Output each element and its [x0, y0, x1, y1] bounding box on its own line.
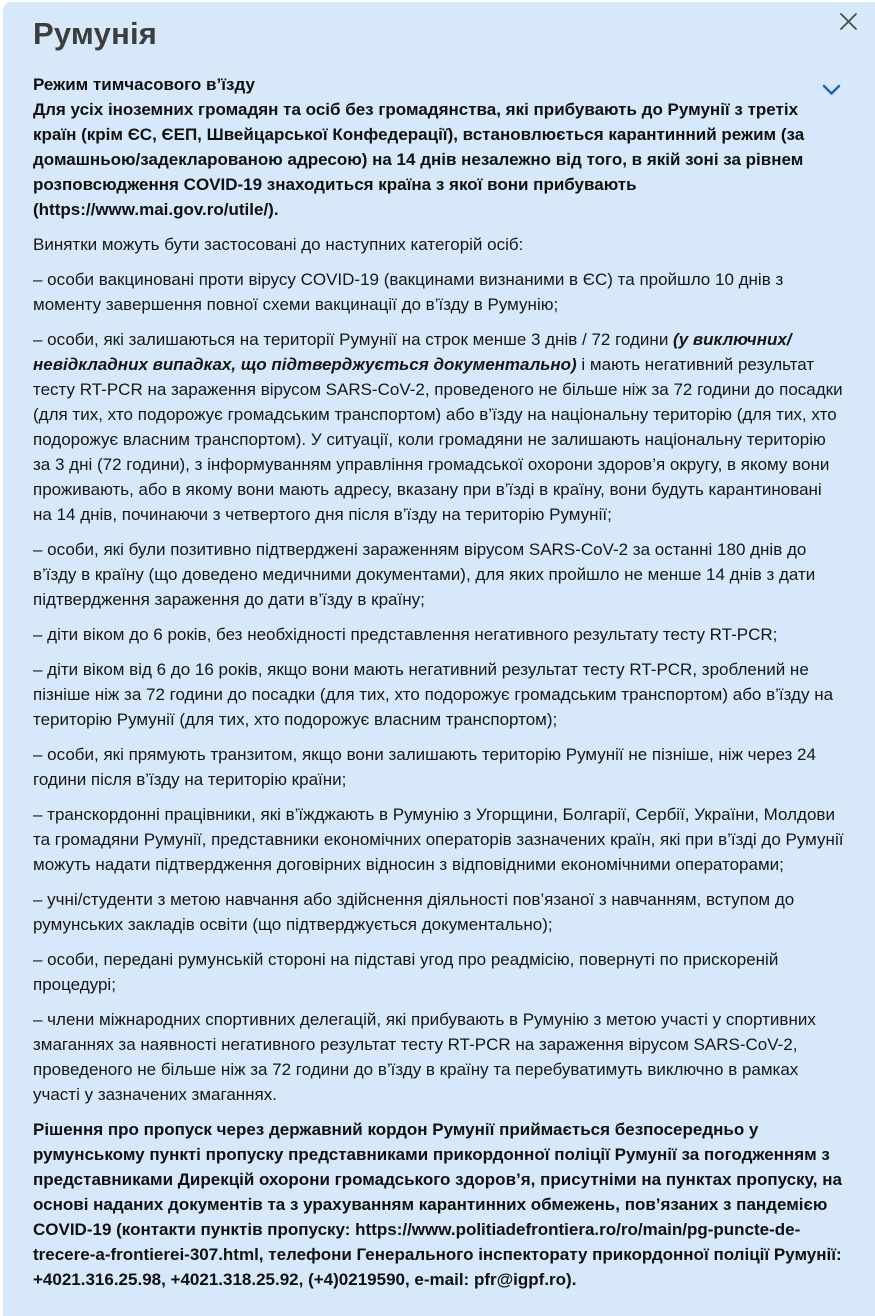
- close-icon: [839, 19, 858, 34]
- bullet-item: [33, 537, 845, 612]
- section-heading: Режим тимчасового в’їзду: [33, 75, 255, 94]
- bullet-item: [33, 622, 845, 647]
- bullet-text: – транскордонні працівники, які в’їжджають в Румунію з Угорщини, Болгарії, Сербії, України, Молдови та громадяни Румунії, представники економічних операторів зазначених країн, які при в’їзді до Румунії можуть надати підтвердження договірних відносин з відповідними економічними операторами;: [33, 805, 844, 874]
- bullet-text: і мають негативний результат тесту RT-PCR на зараження вірусом SARS-CoV-2, проведеного не більше ніж за 72 години до посадки (для тих, хто подорожує громадським транспортом) або в’їзду на національну територію (для тих, хто подорожує власним транспортом). У ситуації, коли громадяни не залишають національну територію за 3 дні (72 години), з інформуванням управління громадської охорони здоров’я округу, в якому вони проживають, або в якому вони мають адресу, вказану при в’їзді в країну, вони будуть карантиновані на 14 днів, починаючи з четвертого дня після в’їзду на територію Румунії;: [33, 355, 843, 524]
- bullet-item: [33, 947, 845, 997]
- bullet-text: – особи, які залишаються на території Румунії на строк менше 3 днів / 72 години: [33, 330, 674, 349]
- bullet-item: [33, 802, 845, 877]
- bullet-item: [33, 657, 845, 732]
- close-button[interactable]: [831, 4, 865, 38]
- bullet-item: [33, 742, 845, 792]
- bullet-text: – особи вакциновані проти вірусу COVID-19 (вакцинами визнаними в ЄС) та пройшло 10 днів з моменту завершення повної схеми вакцинації до в’їзду в Румунію;: [33, 270, 784, 314]
- bullet-item: [33, 267, 845, 317]
- bullet-text: – члени міжнародних спортивних делегацій, які прибувають в Румунію з метою участі у спортивних змаганнях за наявності негативного результат тесту RT-PCR на зараження вірусом SARS-CoV-2, проведеного не більше ніж за 72 години до в’їзду в країну та перебуватимуть виключно в рамках участі у зазначених змаганнях.: [33, 1010, 816, 1104]
- country-info-panel: [3, 2, 875, 1316]
- section-collapse-button[interactable]: [817, 78, 845, 102]
- bullet-item: [33, 1007, 845, 1107]
- bullet-item: [33, 327, 845, 527]
- bullet-text: – особи, які прямують транзитом, якщо вони залишають територію Румунії не пізніше, ніж через 24 години після в’їзду на територію країни;: [33, 745, 816, 789]
- bullet-emphasis: (у виключних/невідкладних випадках, що підтверджується документально): [33, 330, 792, 374]
- exceptions-lead: Винятки можуть бути застосовані до наступних категорій осіб:: [33, 235, 524, 254]
- bullet-item: [33, 887, 845, 937]
- section-content: [33, 72, 845, 1292]
- bullet-text: – діти віком до 6 років, без необхідності представлення негативного результату тесту RT-PCR;: [33, 625, 778, 644]
- bullet-text: – особи, які були позитивно підтверджені зараженням вірусом SARS-CoV-2 за останні 180 днів до в’їзду в країну (що доведено медичними документами), для яких пройшло не менше 14 днів з дати підтвердження зараження до дати в’їзду в країну;: [33, 540, 816, 609]
- bullet-text: – діти віком від 6 до 16 років, якщо вони мають негативний результат тесту RT-PCR, зроблений не пізніше ніж за 72 години до посадки (для тих, хто подорожує громадським транспортом) або в’їзду на територію Румунії (для тих, хто подорожує власним транспортом);: [33, 660, 834, 729]
- decision-paragraph: Рішення про пропуск через державний кордон Румунії приймається безпосередньо у румунському пункті пропуску представниками прикордонної поліції Румунії за погодженням з представниками Дирекцій охорони громадського здоров’я, присутніми на пунктах пропуску, на основі наданих документів та з урахуванням карантинних обмежень, пов’язаних з пандемією COVID-19 (контакти пунктів пропуску: https://www.politiadefrontiera.ro/ro/main/pg-puncte-de-trecere-a-frontierei-307.html, телефони Генерального інспекторату прикордонної поліції Румунії: +4021.316.25.98, +4021.318.25.92, (+4)0219590, e-mail: pfr@igpf.ro).: [33, 1120, 842, 1289]
- intro-paragraph: Для усіх іноземних громадян та осіб без громадянства, які прибувають до Румунії з третіх країн (крім ЄС, ЄЕП, Швейцарської Конфедерації), встановлюється карантинний режим (за домашньою/задекларованою адресою) на 14 днів незалежно від того, в якій зоні за рівнем розповсюдження COVID-19 знаходиться країна з якої вони прибувають (https://www.mai.gov.ro/utile/).: [33, 100, 805, 219]
- page-title: Румунія: [33, 16, 158, 51]
- bullet-text: – особи, передані румунській стороні на підставі угод про реадмісію, повернуті по прискореній процедурі;: [33, 950, 779, 994]
- bullet-text: – учні/студенти з метою навчання або здійснення діяльності пов’язаної з навчанням, вступом до румунських закладів освіти (що підтверджується документально);: [33, 890, 795, 934]
- chevron-down-icon: [822, 84, 841, 99]
